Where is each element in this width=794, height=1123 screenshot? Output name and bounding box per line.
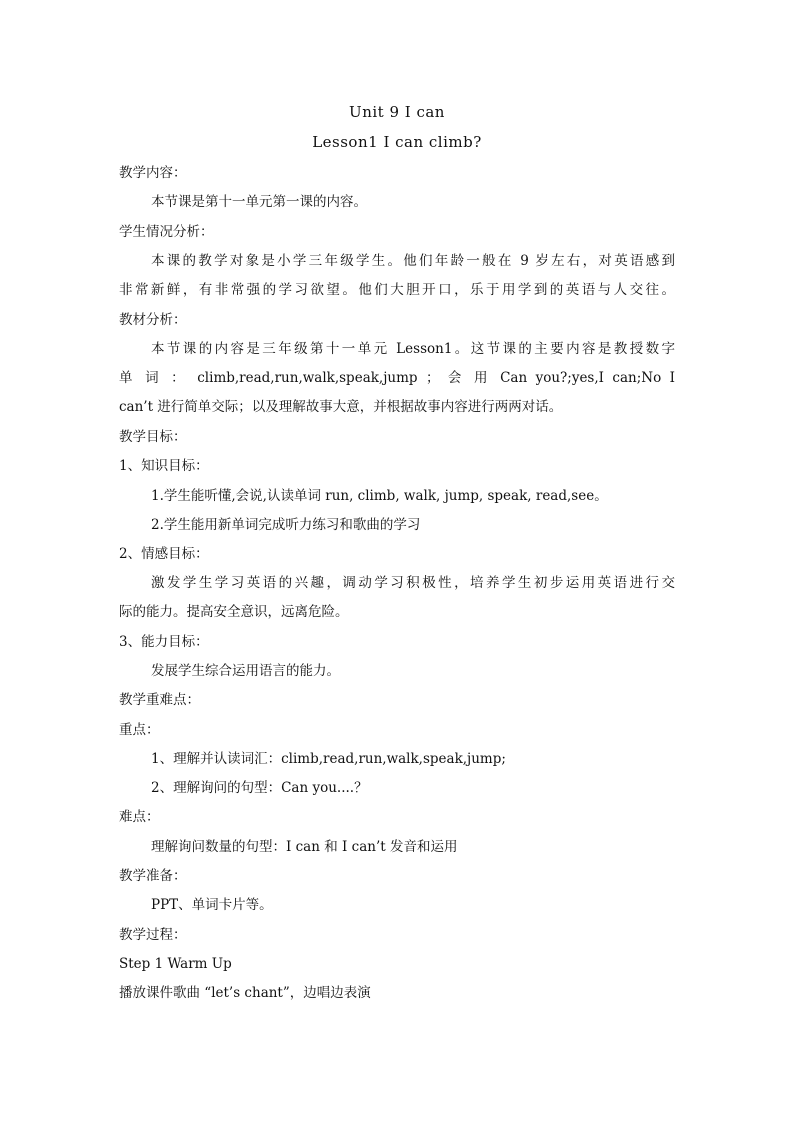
- difficult-text: 理解询问数量的句型：I can 和 I can’t 发音和运用: [151, 839, 458, 855]
- title-unit: Unit 9 I can: [349, 103, 445, 121]
- heading-preparation: 教学准备：: [119, 868, 187, 884]
- material-text-3: can’t 进行简单交际；以及理解故事大意，并根据故事内容进行两两对话。: [119, 399, 563, 415]
- material-text-1: 本节课的内容是三年级第十一单元 Lesson1。这节课的主要内容是教授数字: [151, 341, 675, 357]
- heading-goals: 教学目标：: [119, 429, 187, 445]
- goal-knowledge-item-2: 2.学生能用新单词完成听力练习和歌曲的学习: [151, 517, 421, 533]
- heading-difficult: 难点：: [119, 809, 160, 825]
- heading-process: 教学过程：: [119, 927, 187, 943]
- material-text-2: 单 词 ： climb,read,run,walk,speak,jump ； 会 用 Can you?;yes,I can;No I: [119, 370, 675, 386]
- heading-students: 学生情况分析：: [119, 224, 214, 240]
- content-text: 本节课是第十一单元第一课的内容。: [151, 194, 367, 210]
- heading-goal-ability: 3、能力目标：: [119, 634, 209, 650]
- goal-knowledge-item-1: 1.学生能听懂,会说,认读单词 run, climb, walk, jump, speak, read,see。: [151, 488, 608, 504]
- preparation-text: PPT、单词卡片等。: [151, 897, 273, 913]
- step1-text: 播放课件歌曲 “let’s chant”，边唱边表演: [119, 985, 371, 1001]
- heading-goal-knowledge: 1、知识目标：: [119, 458, 209, 474]
- step1-heading: Step 1 Warm Up: [119, 956, 232, 972]
- heading-keypoints: 教学重难点：: [119, 692, 200, 708]
- key-item-2: 2、理解询问的句型：Can you....？: [151, 780, 368, 796]
- heading-goal-emotion: 2、情感目标：: [119, 546, 209, 562]
- key-item-1: 1、理解并认读词汇：climb,read,run,walk,speak,jump;: [151, 751, 506, 767]
- heading-content: 教学内容：: [119, 165, 187, 181]
- heading-key: 重点：: [119, 722, 160, 738]
- goal-emotion-text-2: 际的能力。提高安全意识，远离危险。: [119, 604, 349, 620]
- goal-ability-text: 发展学生综合运用语言的能力。: [151, 663, 340, 679]
- students-text-2: 非常新鲜，有非常强的学习欲望。他们大胆开口，乐于用学到的英语与人交往。: [119, 282, 675, 298]
- students-text-1: 本课的教学对象是小学三年级学生。他们年龄一般在 9 岁左右，对英语感到: [151, 253, 675, 269]
- title-lesson: Lesson1 I can climb?: [312, 133, 482, 151]
- heading-material: 教材分析：: [119, 312, 187, 328]
- goal-emotion-text-1: 激发学生学习英语的兴趣，调动学习积极性，培养学生初步运用英语进行交: [151, 575, 675, 591]
